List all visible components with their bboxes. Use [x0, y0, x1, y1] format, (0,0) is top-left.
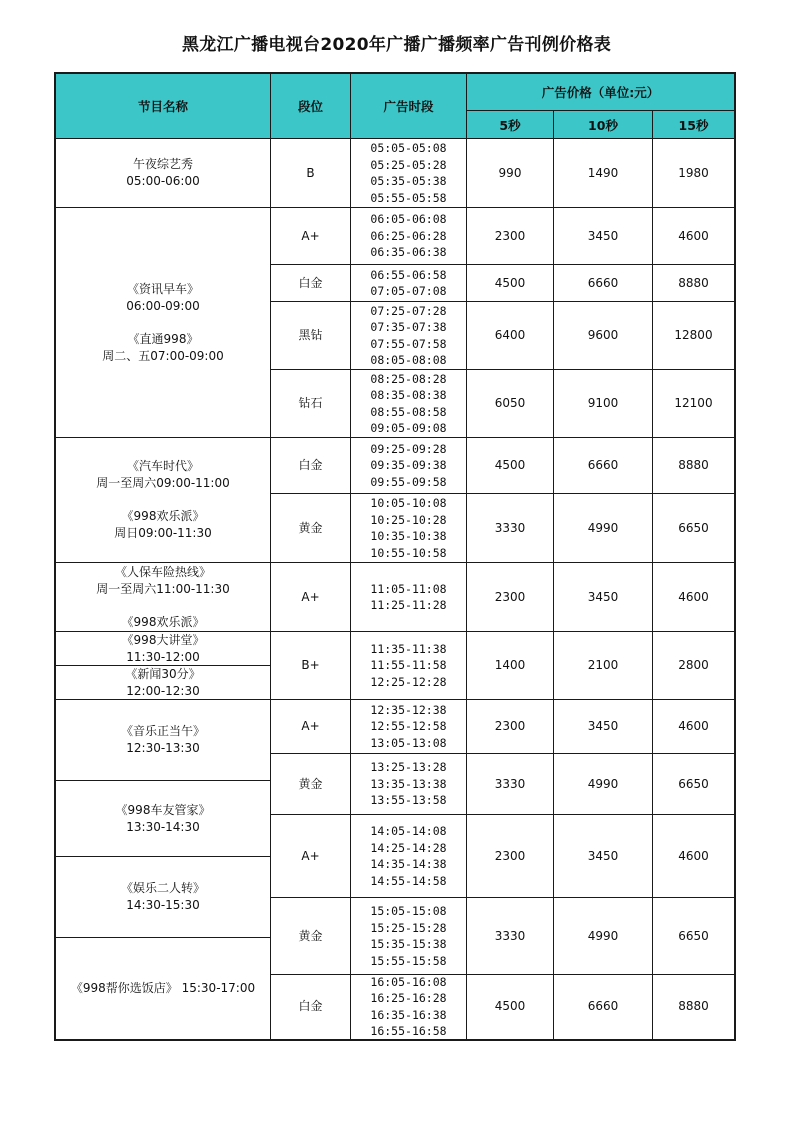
ad-slot-cell	[351, 754, 466, 814]
h-divider	[55, 856, 270, 857]
program-time: 13:30-14:30	[126, 819, 200, 834]
ad-slot-time: 11:25-11:28	[370, 598, 447, 612]
ad-slot-cell	[351, 815, 466, 897]
price-10s-cell: 3450	[587, 719, 619, 733]
price-10s-cell: 3450	[587, 589, 619, 604]
ad-slot-time: 15:25-15:28	[370, 920, 447, 935]
ad-slot-time: 05:55-05:58	[370, 190, 447, 205]
price-15s-cell: 8880	[678, 999, 709, 1013]
ad-slot-time: 10:35-10:38	[370, 529, 447, 543]
ad-slot-cell	[351, 632, 466, 699]
ad-slot-time: 12:35-12:38	[370, 702, 447, 717]
ad-slot-cell	[351, 563, 466, 631]
program-time: 周一至周六11:00-11:30	[96, 581, 230, 596]
ad-slot-time: 08:55-08:58	[370, 404, 447, 419]
program-name: 《资讯早车》	[126, 281, 199, 296]
program-time: 周日09:00-11:30	[114, 526, 212, 540]
h-divider	[466, 110, 735, 111]
program-time: 15:30-17:00	[181, 981, 256, 995]
ad-slot-time: 07:25-07:28	[370, 303, 447, 318]
h-divider	[270, 369, 735, 370]
header-ad-slot: 广告时段	[351, 74, 466, 138]
price-15s-cell: 6650	[678, 776, 709, 791]
program-name: 《音乐正当午》	[120, 724, 205, 738]
header-price-15s: 15秒	[653, 111, 734, 138]
tier-cell: 黑钻	[298, 328, 323, 342]
ad-slot-cell	[351, 975, 466, 1038]
ad-slot-time: 10:55-10:58	[370, 545, 447, 560]
h-divider	[55, 699, 270, 700]
ad-slot-time: 05:05-05:08	[370, 141, 447, 155]
price-15s-cell: 12800	[674, 328, 713, 342]
price-5s-cell: 6050	[494, 396, 526, 410]
v-divider	[652, 110, 653, 1040]
price-10s-cell: 3450	[587, 228, 619, 243]
header-price-10s: 10秒	[554, 111, 652, 138]
tier-cell: 钻石	[298, 396, 323, 410]
program-time: 周一至周六09:00-11:00	[96, 476, 230, 490]
price-15s-cell: 6650	[678, 520, 709, 535]
ad-slot-time: 15:05-15:08	[370, 904, 447, 918]
tier-cell: B+	[301, 658, 320, 672]
h-divider	[270, 631, 735, 632]
ad-slot-time: 07:05-07:08	[370, 284, 447, 298]
h-divider	[270, 753, 735, 754]
ad-slot-time: 06:25-06:28	[370, 228, 447, 243]
ad-slot-time: 12:25-12:28	[370, 674, 447, 689]
h-divider	[270, 562, 735, 563]
ad-slot-time: 06:05-06:08	[370, 212, 447, 227]
ad-slot-time: 08:05-08:08	[370, 353, 447, 367]
ad-slot-time: 06:55-06:58	[370, 267, 447, 282]
h-divider	[270, 493, 735, 494]
ad-slot-cell	[351, 265, 466, 301]
h-divider	[55, 780, 270, 781]
price-15s-cell: 8880	[678, 275, 709, 290]
price-15s-cell: 12100	[674, 396, 713, 410]
ad-slot-time: 14:05-14:08	[370, 824, 447, 838]
program-name: 《新闻30分》	[125, 666, 201, 681]
ad-slot-time: 13:05-13:08	[370, 735, 447, 750]
program-name: 《人保车险热线》	[114, 564, 211, 579]
price-5s-cell: 3330	[494, 776, 526, 791]
tier-cell: 黄金	[298, 928, 323, 943]
price-10s-cell: 6660	[587, 275, 619, 290]
program-name: 《998帮你选饭店》	[70, 981, 178, 995]
program-cell	[56, 632, 270, 665]
tier-cell: 白金	[298, 275, 323, 290]
program-name: 《汽车时代》	[126, 459, 199, 473]
header-tier: 段位	[271, 74, 350, 138]
tier-cell: 黄金	[298, 776, 323, 791]
price-5s-cell: 3330	[494, 520, 526, 535]
ad-slot-time: 16:25-16:28	[370, 991, 447, 1005]
ad-slot-time: 14:55-14:58	[370, 873, 447, 888]
ad-slot-time: 09:25-09:28	[370, 441, 447, 456]
tier-cell: A+	[301, 589, 320, 604]
ad-slot-cell	[351, 700, 466, 753]
program-name: 《998大讲堂》	[121, 632, 205, 647]
program-name: 《998车友管家》	[115, 802, 211, 817]
ad-slot-time: 16:55-16:58	[370, 1024, 447, 1038]
ad-slot-time: 09:05-09:08	[370, 421, 447, 435]
price-10s-cell: 6660	[587, 999, 619, 1013]
ad-slot-cell	[351, 494, 466, 562]
ad-slot-time: 16:05-16:08	[370, 974, 447, 989]
program-time: 周二、五07:00-09:00	[102, 348, 224, 363]
program-cell	[56, 208, 270, 437]
program-name: 《998欢乐派》	[121, 509, 205, 523]
ad-slot-time: 05:35-05:38	[370, 174, 447, 188]
ad-slot-time: 07:35-07:38	[370, 320, 447, 334]
program-cell	[56, 666, 270, 699]
h-divider	[270, 207, 735, 208]
price-15s-cell: 6650	[678, 928, 709, 943]
h-divider	[270, 437, 735, 438]
price-5s-cell: 2300	[494, 719, 526, 733]
price-10s-cell: 4990	[587, 928, 619, 943]
ad-slot-time: 10:25-10:28	[370, 512, 447, 527]
ad-slot-cell	[351, 302, 466, 369]
program-time: 11:30-12:00	[126, 649, 200, 664]
ad-slot-time: 06:35-06:38	[370, 245, 447, 260]
ad-slot-cell	[351, 370, 466, 437]
h-divider	[270, 897, 735, 898]
program-name: 《直通998》	[127, 331, 199, 346]
price-15s-cell: 4600	[678, 589, 709, 604]
price-5s-cell: 990	[498, 165, 522, 180]
program-cell	[56, 857, 270, 937]
h-divider	[55, 937, 270, 938]
h-divider	[270, 301, 735, 302]
header-price-group: 广告价格（单位:元）	[467, 74, 734, 110]
price-5s-cell: 2300	[494, 848, 526, 863]
price-5s-cell: 4500	[494, 275, 526, 290]
ad-slot-time: 09:35-09:38	[370, 458, 447, 473]
price-15s-cell: 8880	[678, 458, 709, 472]
h-divider	[270, 974, 735, 975]
price-15s-cell: 4600	[678, 848, 709, 863]
h-divider	[55, 562, 270, 563]
ad-slot-time: 13:35-13:38	[370, 776, 447, 791]
price-10s-cell: 6660	[587, 458, 619, 472]
ad-slot-time: 05:25-05:28	[370, 157, 447, 172]
price-15s-cell: 4600	[678, 719, 709, 733]
ad-slot-time: 13:55-13:58	[370, 793, 447, 808]
price-15s-cell: 2800	[678, 658, 709, 672]
ad-slot-time: 13:25-13:28	[370, 760, 447, 775]
price-5s-cell: 2300	[494, 589, 526, 604]
header-price-5s: 5秒	[467, 111, 553, 138]
h-divider	[270, 264, 735, 265]
program-time: 12:30-13:30	[126, 741, 200, 755]
program-name: 《998欢乐派》	[121, 614, 205, 629]
price-10s-cell: 4990	[587, 520, 619, 535]
program-time: 05:00-06:00	[126, 174, 200, 188]
h-divider	[55, 665, 270, 666]
program-time: 06:00-09:00	[126, 298, 200, 313]
ad-slot-cell	[351, 438, 466, 493]
ad-slot-time: 12:55-12:58	[370, 719, 447, 734]
program-cell	[56, 139, 270, 207]
program-cell	[56, 938, 270, 1039]
program-name: 《娱乐二人转》	[120, 881, 205, 895]
h-divider	[55, 138, 735, 139]
tier-cell: 白金	[298, 999, 323, 1013]
price-10s-cell: 3450	[587, 848, 619, 863]
tier-cell: A+	[301, 228, 320, 243]
program-time: 14:30-15:30	[126, 898, 200, 912]
h-divider	[55, 631, 270, 632]
ad-slot-time: 14:25-14:28	[370, 840, 447, 855]
price-15s-cell: 4600	[678, 228, 709, 243]
price-5s-cell: 2300	[494, 228, 526, 243]
page-title: 黑龙江广播电视台2020年广播广播频率广告刊例价格表	[181, 35, 612, 55]
price-10s-cell: 4990	[587, 776, 619, 791]
h-divider	[270, 814, 735, 815]
price-10s-cell: 2100	[587, 658, 619, 672]
h-divider	[55, 437, 270, 438]
ad-slot-cell	[351, 208, 466, 264]
price-10s-cell: 1490	[587, 165, 619, 180]
v-divider	[466, 73, 467, 1040]
v-divider	[553, 110, 554, 1040]
program-name: 午夜综艺秀	[132, 157, 193, 171]
price-5s-cell: 3330	[494, 928, 526, 943]
ad-slot-time: 16:35-16:38	[370, 1007, 447, 1022]
header-program-name: 节目名称	[56, 74, 270, 138]
tier-cell: A+	[301, 848, 320, 863]
ad-slot-time: 11:55-11:58	[370, 658, 447, 673]
ad-slot-time: 15:35-15:38	[370, 937, 447, 951]
program-cell	[56, 438, 270, 562]
v-divider	[350, 73, 351, 1040]
h-divider	[270, 699, 735, 700]
tier-cell: A+	[301, 719, 320, 733]
ad-slot-time: 14:35-14:38	[370, 857, 447, 871]
program-cell	[56, 781, 270, 856]
ad-slot-time: 08:25-08:28	[370, 371, 447, 386]
price-5s-cell: 4500	[494, 458, 526, 472]
ad-slot-time: 11:35-11:38	[370, 641, 447, 656]
ad-slot-time: 10:05-10:08	[370, 496, 447, 510]
price-5s-cell: 1400	[494, 658, 526, 672]
ad-slot-time: 08:35-08:38	[370, 388, 447, 402]
tier-cell: 白金	[298, 458, 323, 472]
ad-slot-time: 07:55-07:58	[370, 336, 447, 351]
program-cell	[56, 700, 270, 780]
price-15s-cell: 1980	[678, 165, 709, 180]
v-divider	[270, 73, 271, 1040]
h-divider	[55, 207, 270, 208]
price-5s-cell: 6400	[494, 328, 526, 342]
ad-slot-cell	[351, 898, 466, 974]
tier-cell: B	[306, 165, 315, 180]
ad-slot-time: 11:05-11:08	[370, 581, 447, 596]
price-10s-cell: 9100	[587, 396, 619, 410]
price-10s-cell: 9600	[587, 328, 619, 342]
price-5s-cell: 4500	[494, 999, 526, 1013]
ad-slot-time: 15:55-15:58	[370, 953, 447, 968]
ad-slot-cell	[351, 139, 466, 207]
tier-cell: 黄金	[298, 520, 323, 535]
program-time: 12:00-12:30	[126, 683, 200, 698]
program-cell	[56, 563, 270, 631]
ad-slot-time: 09:55-09:58	[370, 474, 447, 489]
